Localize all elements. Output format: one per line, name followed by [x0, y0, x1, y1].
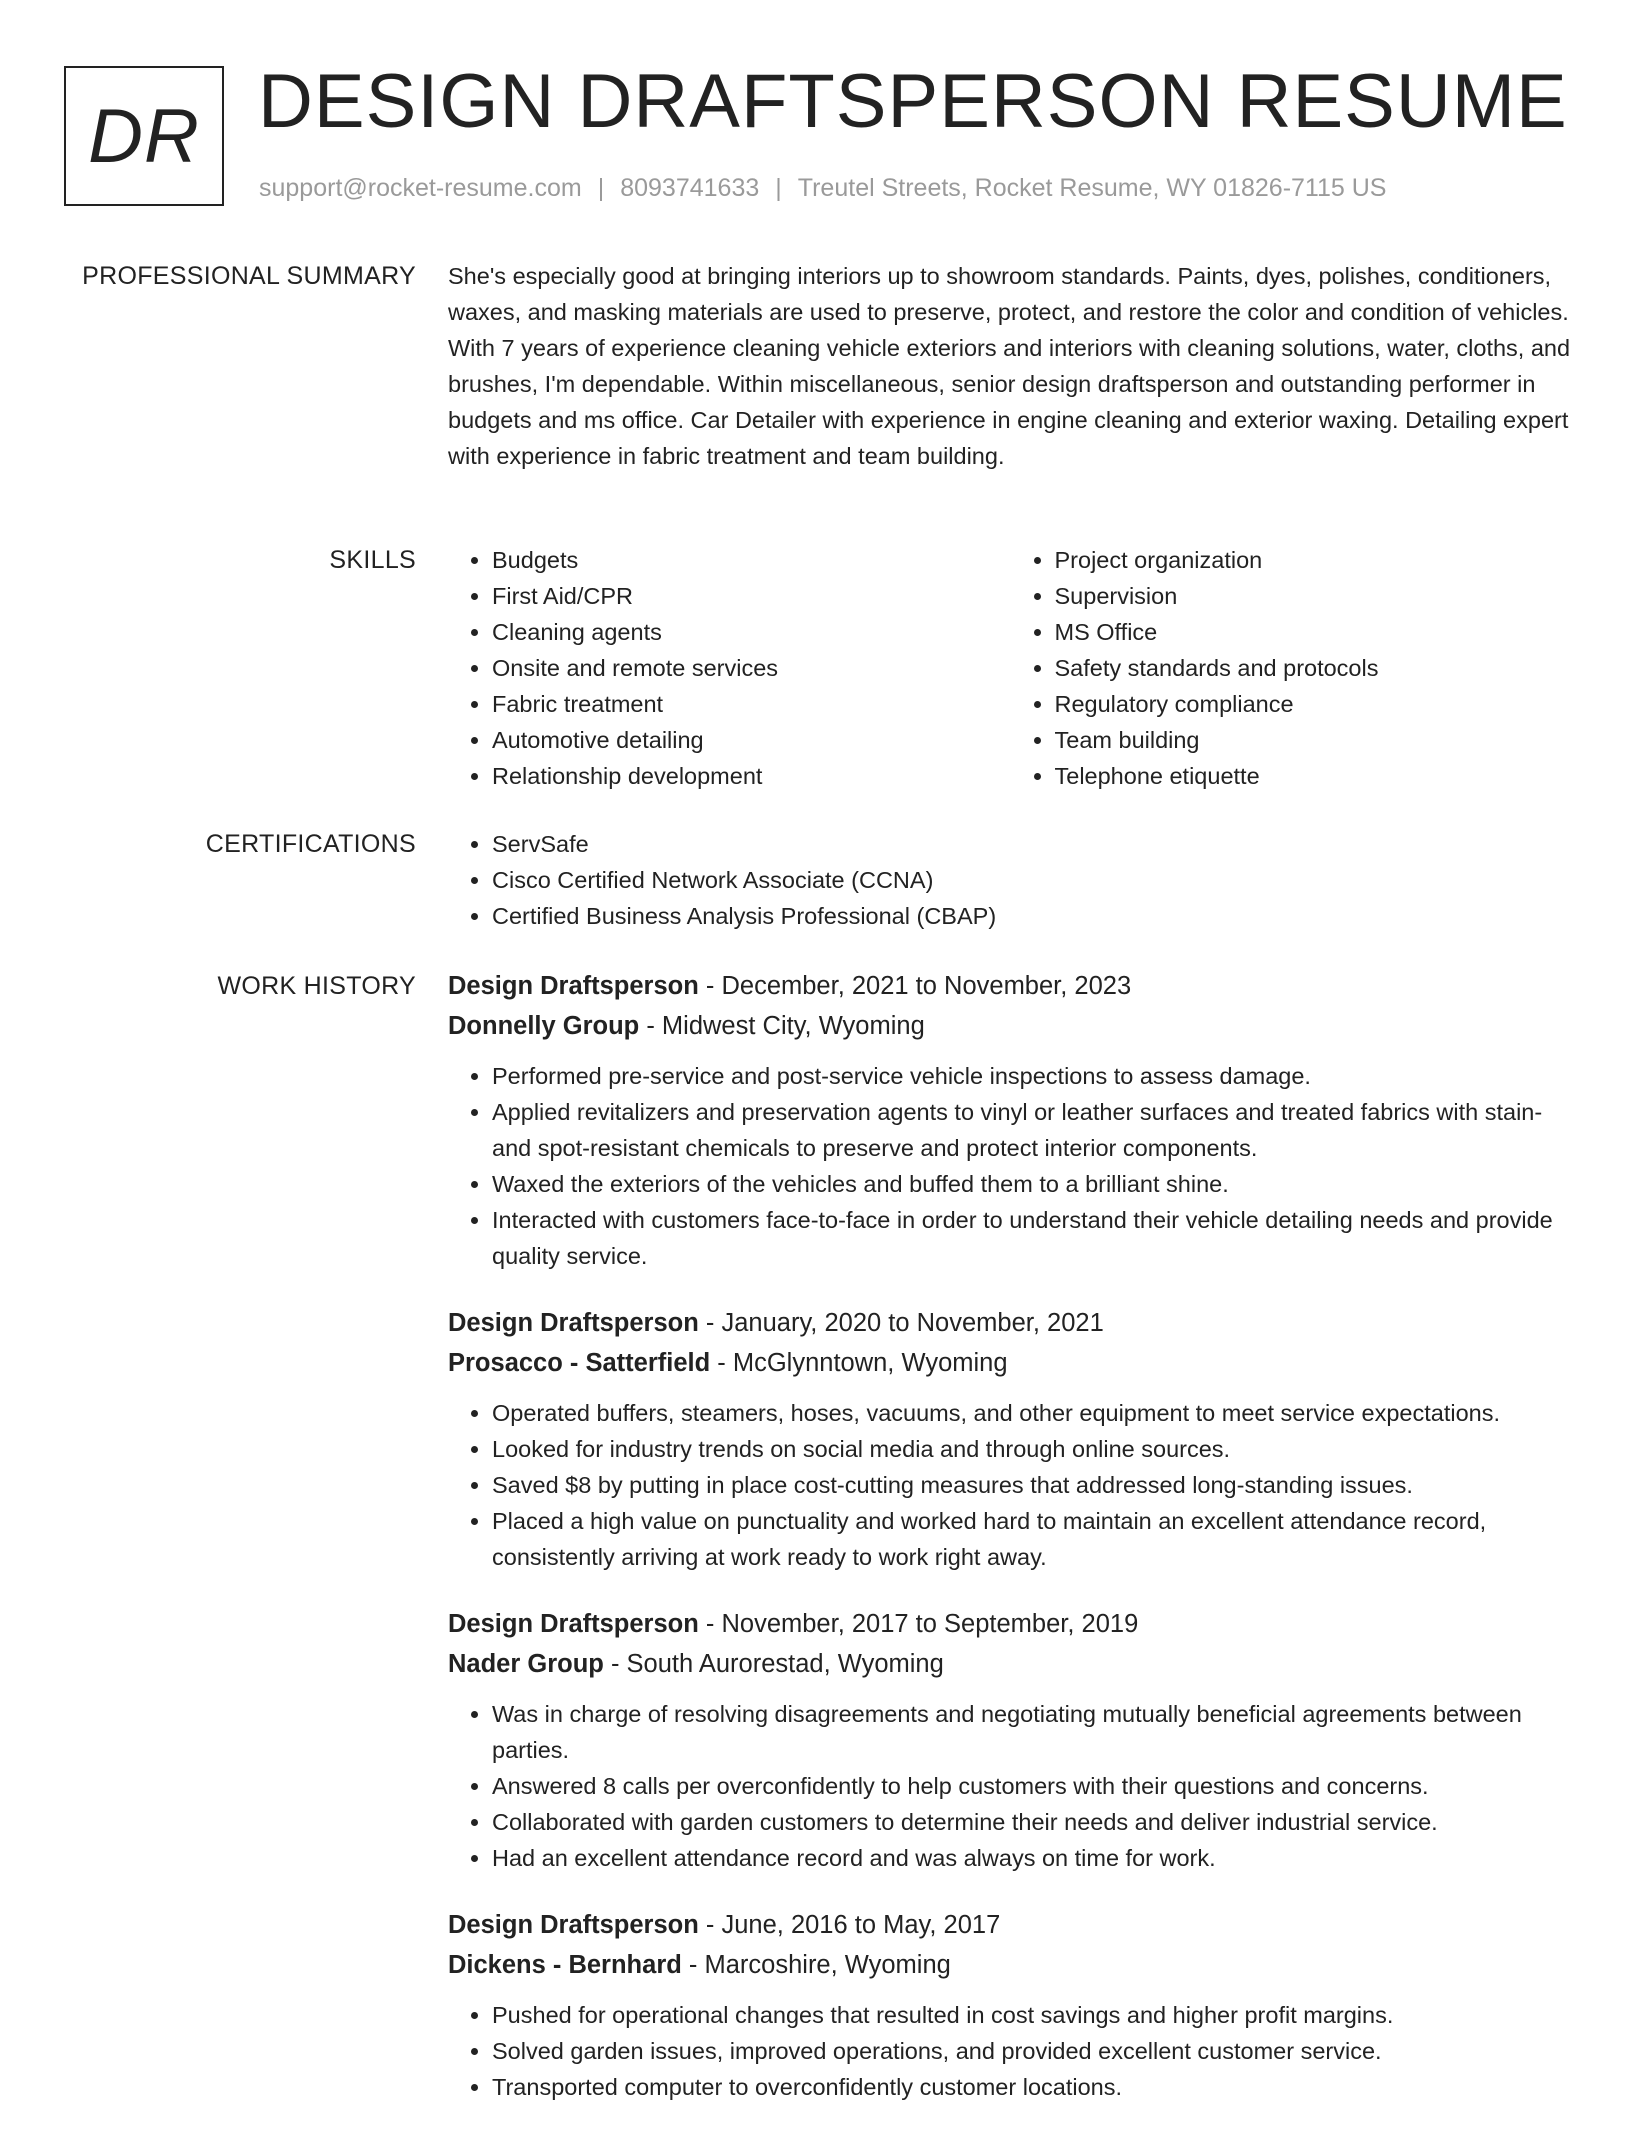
job-location: - Marcoshire, Wyoming	[688, 1951, 951, 1979]
job-location: - South Aurorestad, Wyoming	[610, 1650, 944, 1678]
job-dates: - January, 2020 to November, 2021	[705, 1309, 1104, 1337]
skills-list-right	[1011, 542, 1574, 794]
certification-item: • Cisco Certified Network Associate (CCNA)	[492, 862, 1573, 898]
certification-item: • ServSafe	[492, 826, 1573, 862]
contact-separator: |	[597, 174, 605, 202]
job-bullet: • Looked for industry trends on social media and through online sources.	[492, 1431, 1573, 1467]
job-dates: - November, 2017 to September, 2019	[705, 1610, 1139, 1638]
job-title: Design Draftsperson	[448, 1309, 699, 1337]
job-bullet: • Solved garden issues, improved operations, and provided excellent customer service.	[492, 2033, 1573, 2069]
job-bullet: • Was in charge of resolving disagreements and negotiating mutually beneficial agreements between parties.	[492, 1696, 1573, 1768]
certifications-body	[448, 826, 1573, 934]
job-title: Design Draftsperson	[448, 1911, 699, 1939]
job-dates: - December, 2021 to November, 2023	[705, 972, 1132, 1000]
certifications-list	[448, 826, 1573, 934]
job-employer	[448, 1945, 1573, 1985]
job-title: Design Draftsperson	[448, 1610, 699, 1638]
job-company: Dickens - Bernhard	[448, 1951, 682, 1979]
contact-separator: |	[775, 174, 782, 202]
skill-item: • Supervision	[1055, 578, 1574, 614]
skill-item: • Fabric treatment	[492, 686, 1011, 722]
job-bullet: • Saved $8 by putting in place cost-cutting measures that addressed long-standing issues.	[492, 1467, 1573, 1503]
summary-text: She's especially good at bringing interiors up to showroom standards. Paints, dyes, polishes, conditioners, waxes, and masking materials are used to preserve, protect, and restore the color and condition of vehicles. With 7 years of experience cleaning vehicle exteriors and interiors with cleaning solutions, water, cloths, and brushes, I'm dependable. Within miscellaneous, senior design draftsperson and outstanding performer in budgets and ms office. Car Detailer with experience in engine cleaning and exterior waxing. Detailing expert with experience in fabric treatment and team building.	[448, 263, 1571, 469]
skill-item: • Budgets	[492, 542, 1011, 578]
job-company: Prosacco - Satterfield	[448, 1349, 711, 1377]
job-dates: - June, 2016 to May, 2017	[705, 1911, 1001, 1939]
job-company: Nader Group	[448, 1650, 604, 1678]
job-bullet: • Applied revitalizers and preservation agents to vinyl or leather surfaces and treated fabrics with stain- and spot-resistant chemicals to preserve and protect interior components.	[492, 1094, 1573, 1166]
skill-item: • Relationship development	[492, 758, 1011, 794]
job-bullet: • Pushed for operational changes that resulted in cost savings and higher profit margins.	[492, 1997, 1573, 2033]
contact-line	[259, 174, 1386, 203]
job-bullet: • Placed a high value on punctuality and worked hard to maintain an excellent attendance record, consistently arriving at work ready to work right away.	[492, 1503, 1573, 1575]
job-bullet: • Had an excellent attendance record and was always on time for work.	[492, 1840, 1573, 1876]
job-entry	[448, 966, 1573, 1274]
section-label-summary: PROFESSIONAL SUMMARY	[82, 262, 416, 290]
job-bullets	[448, 1058, 1573, 1274]
job-employer	[448, 1343, 1573, 1383]
skills-body	[448, 542, 1573, 794]
skill-item: • Team building	[1055, 722, 1574, 758]
job-bullet: • Performed pre-service and post-service vehicle inspections to assess damage.	[492, 1058, 1573, 1094]
monogram-logo: DR	[64, 66, 224, 206]
skill-item: • Onsite and remote services	[492, 650, 1011, 686]
job-heading	[448, 1303, 1573, 1343]
section-label-skills: SKILLS	[329, 546, 416, 574]
job-bullets	[448, 1997, 1573, 2105]
job-heading	[448, 966, 1573, 1006]
job-location: - Midwest City, Wyoming	[646, 1012, 925, 1040]
job-bullets	[448, 1696, 1573, 1876]
job-employer	[448, 1644, 1573, 1684]
resume-title: DESIGN DRAFTSPERSON RESUME	[258, 59, 1568, 144]
job-entry	[448, 1604, 1573, 1876]
skills-list-left	[448, 542, 1011, 794]
job-entry	[448, 1905, 1573, 2105]
job-employer	[448, 1006, 1573, 1046]
section-label-work-history: WORK HISTORY	[217, 972, 416, 1000]
skill-item: • Regulatory compliance	[1055, 686, 1574, 722]
job-title: Design Draftsperson	[448, 972, 699, 1000]
skill-item: • First Aid/CPR	[492, 578, 1011, 614]
skill-item: • MS Office	[1055, 614, 1574, 650]
skill-item: • Automotive detailing	[492, 722, 1011, 758]
skill-item: • Telephone etiquette	[1055, 758, 1574, 794]
job-entry	[448, 1303, 1573, 1575]
job-heading	[448, 1604, 1573, 1644]
job-heading	[448, 1905, 1573, 1945]
job-bullet: • Transported computer to overconfidently customer locations.	[492, 2069, 1573, 2105]
job-company: Donnelly Group	[448, 1012, 640, 1040]
skill-item: • Project organization	[1055, 542, 1574, 578]
summary-body	[448, 258, 1573, 474]
job-bullet: • Collaborated with garden customers to determine their needs and deliver industrial service.	[492, 1804, 1573, 1840]
contact-phone[interactable]: 8093741633	[620, 174, 760, 202]
skill-item: • Safety standards and protocols	[1055, 650, 1574, 686]
job-bullet: • Answered 8 calls per overconfidently to help customers with their questions and concerns.	[492, 1768, 1573, 1804]
skill-item: • Cleaning agents	[492, 614, 1011, 650]
job-location: - McGlynntown, Wyoming	[717, 1349, 1008, 1377]
job-bullet: • Interacted with customers face-to-face in order to understand their vehicle detailing needs and provide quality service.	[492, 1202, 1573, 1274]
certification-item: • Certified Business Analysis Professional (CBAP)	[492, 898, 1573, 934]
job-bullet: • Operated buffers, steamers, hoses, vacuums, and other equipment to meet service expectations.	[492, 1395, 1573, 1431]
job-bullet: • Waxed the exteriors of the vehicles and buffed them to a brilliant shine.	[492, 1166, 1573, 1202]
job-bullets	[448, 1395, 1573, 1575]
work-history-body	[448, 966, 1573, 2134]
contact-address: Treutel Streets, Rocket Resume, WY 01826-7115 US	[797, 174, 1387, 202]
section-label-certifications: CERTIFICATIONS	[205, 830, 416, 858]
contact-email[interactable]: support@rocket-resume.com	[259, 174, 582, 202]
